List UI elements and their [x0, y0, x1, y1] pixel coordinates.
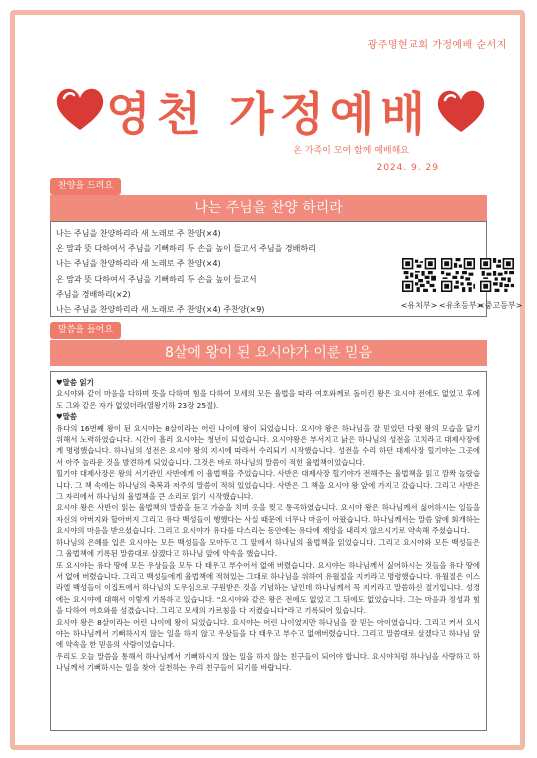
sermon-text — [56, 377, 480, 674]
lyric-line: 나는 주님을 찬양하리라 새 노래로 주 찬양(×4) 주찬양(×9) — [56, 305, 265, 315]
lyric-line: 온 맘과 뜻 다하여서 주님을 기뻐하리 두 손을 높이 들고서 주님을 경배하리 — [56, 244, 316, 254]
qr-code-icon — [441, 258, 475, 292]
sermon-heading: ♥말씀 — [56, 412, 77, 422]
sermon-paragraph: 우리도 오늘 말씀을 통해서 하나님께서 기뻐하시지 않는 일을 하지 않는 친구들이 되어야 합니다. 요시야처럼 하나님을 사랑하고 하나님께서 기뻐하시는 일을 찾아 실천하는 우리 친구들이 되기를 바랍니다. — [56, 651, 480, 673]
praise-section-label: 찬양을 드려요 — [50, 178, 121, 195]
sermon-title-banner: 8살에 왕이 된 요시야가 이룬 믿음 — [50, 340, 487, 366]
sermon-paragraph: 또 요시야는 유다 땅에 모든 우상들을 모두 다 태우고 부수어서 없애 버렸습니다. 요시야는 하나님께서 싫어하시는 것들을 유다 땅에서 없애 버렸습니다. 그리고 백성들에게 율법책에 적혀있는 그대로 하나님을 위하여 유월절을 지키라고 명령했습니다. 유월절은 이스라엘 백성들이 이집트에서 하나님의 도우심으로 구원받은 것을 기념하는 날인데 하나님께서 꼭 지키라고 말씀하신 절기입니다. 성경에는 요시야에 대해서 이렇게 기록하고 있습니다. "요시야와 같은 왕은 전에도 없었고 그 뒤에도 없었습니다. 그는 마음과 정성과 힘을 다하여 여호와를 섬겼습니다. 그리고 모세의 가르침을 다 지켰습니다"라고 기록되어 있습니다. — [56, 560, 480, 616]
sermon-paragraph: 요시야 왕은 사반이 읽는 율법책의 말씀을 듣고 가슴을 치며 옷을 찢고 통곡하였습니다. 요시야 왕은 하나님께서 싫어하시는 일들을 자신의 아버지와 할아버지 그리고 유다 백성들이 행했다는 사실 때문에 너무나 마음이 아팠습니다. 하나님께서는 말씀 앞에 회개하는 요시야의 마음을 받으셨습니다. 그리고 요시야가 유다를 다스리는 동안에는 유다에 재앙을 내리지 않으시기로 약속해 주셨습니다. — [56, 503, 480, 536]
qr-caption: <유치부> — [400, 301, 438, 310]
lyric-line: 나는 주님을 찬양하리라 새 노래로 주 찬양(×4) — [56, 229, 221, 238]
qr-caption: <중고등부> — [478, 301, 523, 310]
song-title-banner: 나는 주님을 찬양 하리라 — [50, 195, 487, 221]
sermon-section-label: 말씀을 들어요 — [50, 322, 121, 339]
qr-youth[interactable] — [478, 258, 523, 311]
qr-code-icon — [480, 258, 514, 292]
worship-date: 2024. 9. 29 — [376, 163, 439, 173]
lyric-line: 나는 주님을 찬양하리라 새 노래로 주 찬양(×4) — [56, 259, 221, 269]
qr-elementary[interactable] — [439, 258, 484, 311]
page-title: 영천 가정예배 — [106, 87, 431, 141]
church-program-name: 광주명현교회 가정예배 순서지 — [367, 40, 507, 51]
lyrics-list — [56, 226, 401, 317]
reading-heading: ♥말씀 읽기 — [56, 378, 94, 387]
sermon-paragraph: 요시야 왕은 8살이라는 어린 나이에 왕이 되었습니다. 요시야는 어린 나이였지만 하나님을 잘 믿는 아이였습니다. 그리고 커서 요시야는 하나님께서 기뻐하시지 않는 일을 하지 않고 우상들을 다 태우고 부수고 없애버렸습니다. 그리고 말씀대로 살겠다고 하나님 앞에 약속을 한 믿음의 사람이었습니다. — [56, 617, 480, 650]
qr-caption: <유초등부> — [439, 301, 484, 310]
sermon-paragraph: 하나님의 은혜를 입은 요시야는 모든 백성들을 모아두고 그 앞에서 하나님의 율법책을 읽었습니다. 그리고 요시야와 모든 백성들은 그 율법책에 기록된 말씀대로 살겠다고 하나님 앞에 약속을 했습니다. — [56, 537, 480, 559]
qr-code-icon — [402, 258, 436, 292]
sermon-paragraph: 유다의 16번째 왕이 된 요시야는 8살이라는 어린 나이에 왕이 되었습니다. 요시야 왕은 하나님을 잘 믿었던 다윗 왕의 모습을 닮기 위해서 노력하였습니다. 시간이 흘러 요시야는 청년이 되었습니다. 요시야왕은 부서지고 낡은 하나님의 성전을 고치라고 대제사장에게 명령했습니다. 하나님의 성전은 요시야 왕의 지시에 따라서 수리되기 시작했습니다. 성전을 수리 하던 대제사장 힐기야는 그곳에서 아주 놀라운 것을 발견하게 되었습니다. 그것은 바로 하나님의 말씀이 적힌 율법책이었습니다. — [56, 423, 480, 467]
lyric-line: 온 맘과 뜻 다하여서 주님을 기뻐하리 두 손을 높이 들고서 — [56, 274, 257, 284]
qr-kindergarten[interactable] — [400, 258, 438, 311]
sermon-paragraph: 힐기야 대제사장은 왕의 서기관인 사반에게 이 율법책을 주었습니다. 사반은 대제사장 힐기야가 전해주는 율법책을 읽고 깜짝 놀랐습니다. 그 책 속에는 하나님의 축복과 저주의 말씀이 적혀 있었습니다. 사반은 그 책을 요시야 왕 앞에 가지고 갔습니다. 그리고 사반은 그 자리에서 하나님의 율법책을 큰 소리로 읽기 시작했습니다. — [56, 469, 480, 502]
tagline: 온 가족이 모여 함께 예배해요 — [293, 146, 409, 156]
scripture-reading: 요시야와 같이 마음을 다하며 뜻을 다하며 힘을 다하여 모세의 모든 율법을 따라 여호와께로 돌이킨 왕은 요시야 전에도 없었고 후에도 그와 같은 자가 없었더라(열왕기하 23장 25절). — [56, 389, 480, 410]
lyric-line: 주님을 경배하리(×2) — [56, 289, 131, 299]
